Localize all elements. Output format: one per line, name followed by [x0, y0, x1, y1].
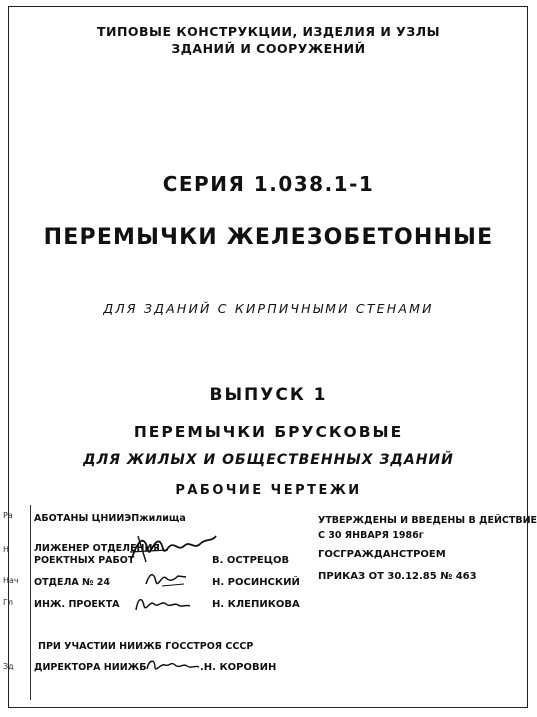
- signature-rosinsky: [142, 568, 190, 590]
- role-department-head: ОТДЕЛА № 24: [34, 577, 111, 588]
- name-korovin: .Н. КОРОВИН: [200, 662, 277, 673]
- series-title: СЕРИЯ 1.038.1-1: [162, 172, 375, 196]
- approval-line-2: С 30 ЯНВАРЯ 1986г: [318, 530, 424, 541]
- header-line-1: ТИПОВЫЕ КОНСТРУКЦИИ, ИЗДЕЛИЯ И УЗЛЫ: [96, 24, 441, 39]
- issue-line-2: ДЛЯ ЖИЛЫХ И ОБЩЕСТВЕННЫХ ЗДАНИЙ: [83, 452, 454, 468]
- role-project-engineer: ИНЖ. ПРОЕКТА: [34, 599, 120, 610]
- signature-korovin: [143, 655, 201, 675]
- signature-klepikova: [132, 592, 194, 614]
- issue-line-3: РАБОЧИЕ ЧЕРТЕЖИ: [175, 483, 362, 498]
- name-rosinsky: Н. РОСИНСКИЙ: [212, 577, 300, 588]
- issue-number: ВЫПУСК 1: [209, 385, 328, 405]
- role-chief-engineer-line-2: РОЕКТНЫХ РАБОТ: [34, 555, 135, 566]
- role-niizhb-director: ДИРЕКТОРА НИИЖБ: [34, 662, 147, 673]
- margin-fragment: Ра: [3, 511, 13, 520]
- margin-fragment: Н: [3, 545, 10, 554]
- name-klepikova: Н. КЛЕПИКОВА: [212, 599, 300, 610]
- margin-fragment: Нач: [3, 576, 19, 585]
- role-chief-engineer-line-1: ЛИЖЕНЕР ОТДЕЛЕНИЯ: [34, 543, 160, 554]
- margin-line: [30, 505, 31, 700]
- developed-by-heading: АБОТАНЫ ЦНИИЭПжилища: [34, 513, 186, 524]
- margin-fragment: Зд: [3, 662, 14, 671]
- document-title: ПЕРЕМЫЧКИ ЖЕЛЕЗОБЕТОННЫЕ: [43, 225, 494, 250]
- approval-line-1: УТВЕРЖДЕНЫ И ВВЕДЕНЫ В ДЕЙСТВИЕ: [318, 515, 537, 526]
- name-ostretsov: В. ОСТРЕЦОВ: [212, 555, 290, 566]
- approval-line-3: ГОСГРАЖДАНСТРОЕМ: [318, 549, 446, 560]
- margin-fragment: Гл: [3, 598, 13, 607]
- header-line-2: ЗДАНИЙ И СООРУЖЕНИЙ: [171, 41, 366, 56]
- issue-line-1: ПЕРЕМЫЧКИ БРУСКОВЫЕ: [133, 423, 404, 441]
- document-subtitle: ДЛЯ ЗДАНИЙ С КИРПИЧНЫМИ СТЕНАМИ: [103, 301, 434, 316]
- participation-line: ПРИ УЧАСТИИ НИИЖБ ГОССТРОЯ СССР: [38, 641, 254, 652]
- approval-order: ПРИКАЗ ОТ 30.12.85 № 463: [318, 571, 477, 582]
- signature-ostretsov: [128, 528, 220, 564]
